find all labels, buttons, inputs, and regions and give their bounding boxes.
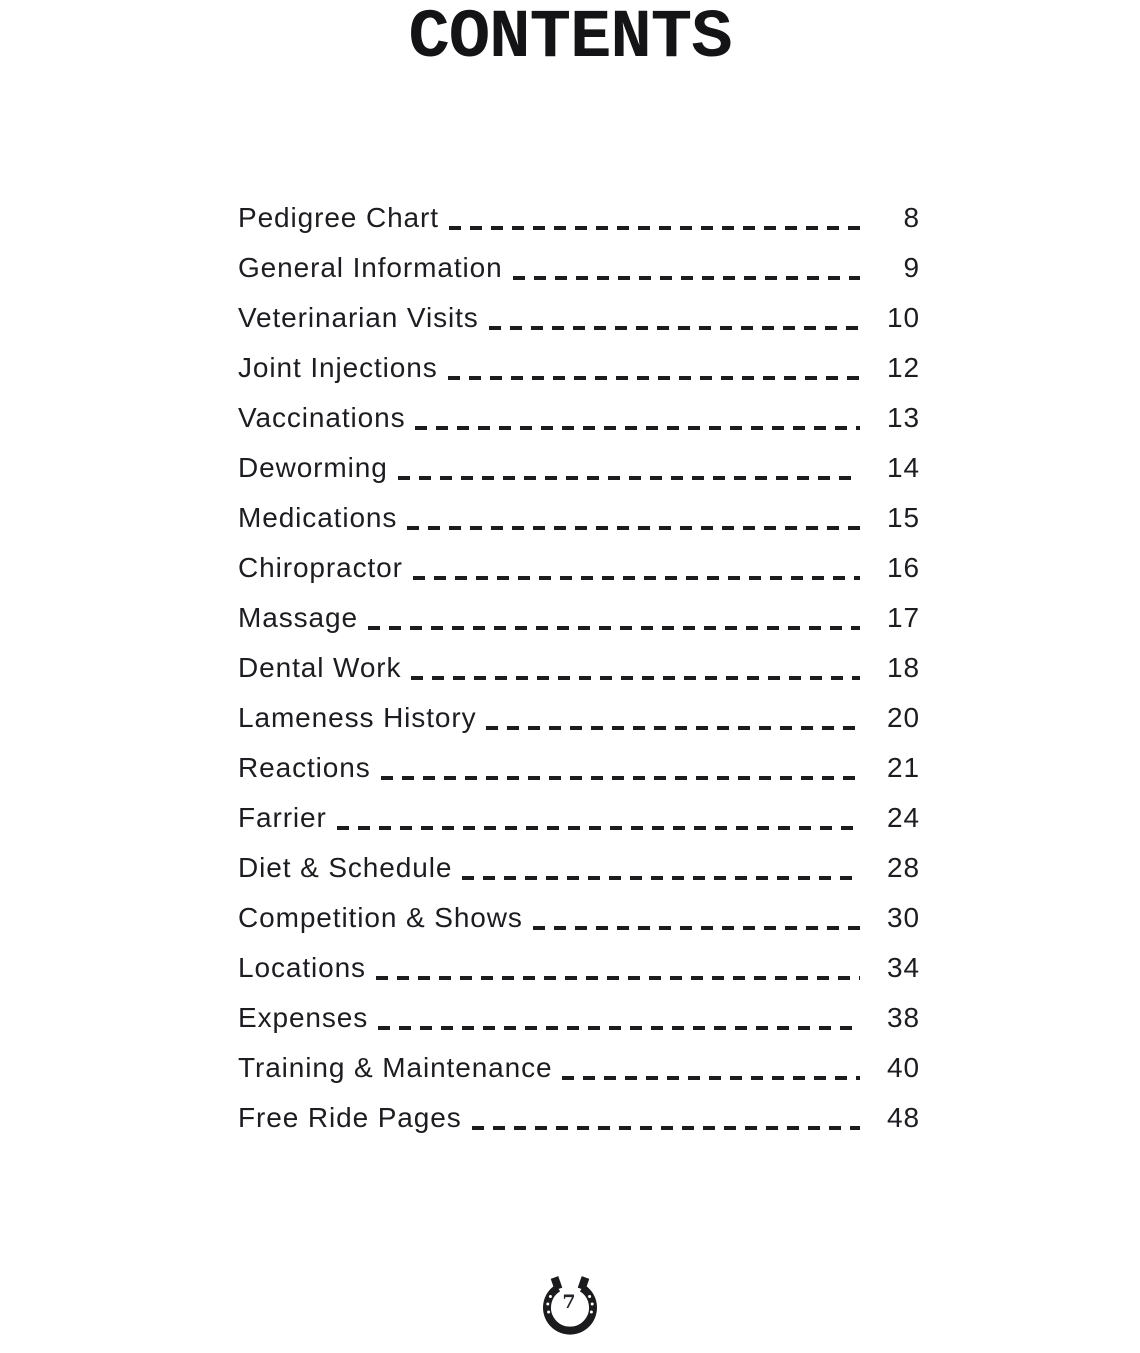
horseshoe-icon [539, 1270, 601, 1344]
toc-leader-dashes [381, 776, 860, 780]
toc-entry-page: 13 [887, 402, 920, 433]
toc-entry-page: 10 [887, 302, 920, 333]
toc-entry-label: Reactions [238, 752, 371, 783]
toc-row [238, 593, 920, 643]
toc-leader-dashes [378, 1026, 860, 1030]
toc-leader-dashes [448, 376, 860, 380]
toc-row [238, 643, 920, 693]
toc-entry-page: 48 [887, 1102, 920, 1133]
toc-leader-dashes [398, 476, 860, 480]
toc-entry-label: Competition & Shows [238, 902, 523, 933]
toc-leader-dashes [472, 1126, 860, 1130]
toc-entry-page: 28 [887, 852, 920, 883]
toc-row [238, 1093, 920, 1143]
toc-row [238, 993, 920, 1043]
toc-leader-dashes [413, 576, 860, 580]
toc-row [238, 193, 920, 243]
toc-row [238, 1043, 920, 1093]
footer-page-number: 7 [562, 1291, 576, 1313]
footer [0, 1270, 1140, 1344]
toc-entry-label: Pedigree Chart [238, 202, 439, 233]
toc-entry-label: Chiropractor [238, 552, 403, 583]
toc-leader-dashes [415, 426, 860, 430]
toc-entry-label: Vaccinations [238, 402, 406, 433]
toc-entry-label: Medications [238, 502, 398, 533]
toc-row [238, 293, 920, 343]
toc-entry-page: 17 [887, 602, 920, 633]
toc-entry-page: 16 [887, 552, 920, 583]
toc-entry-label: General Information [238, 252, 503, 283]
toc-row [238, 543, 920, 593]
toc-leader-dashes [337, 826, 860, 830]
toc-row [238, 343, 920, 393]
toc-row [238, 943, 920, 993]
toc-entry-page: 12 [887, 352, 920, 383]
toc-row [238, 743, 920, 793]
toc-leader-dashes [489, 326, 860, 330]
toc-leader-dashes [513, 276, 860, 280]
toc-entry-label: Diet & Schedule [238, 852, 453, 883]
toc-entry-label: Lameness History [238, 702, 477, 733]
toc-list [238, 193, 920, 1143]
toc-leader-dashes [368, 626, 860, 630]
toc-entry-page: 21 [887, 752, 920, 783]
toc-entry-label: Joint Injections [238, 352, 438, 383]
toc-entry-label: Free Ride Pages [238, 1102, 462, 1133]
toc-row [238, 493, 920, 543]
toc-entry-page: 38 [887, 1002, 920, 1033]
toc-entry-page: 34 [887, 952, 920, 983]
toc-entry-page: 15 [887, 502, 920, 533]
toc-leader-dashes [449, 226, 860, 230]
toc-entry-label: Deworming [238, 452, 388, 483]
toc-entry-page: 9 [903, 252, 920, 283]
toc-leader-dashes [486, 726, 860, 730]
toc-leader-dashes [533, 926, 860, 930]
toc-entry-label: Expenses [238, 1002, 369, 1033]
toc-entry-page: 30 [887, 902, 920, 933]
toc-leader-dashes [376, 976, 860, 980]
toc-leader-dashes [562, 1076, 860, 1080]
toc-row [238, 393, 920, 443]
toc-leader-dashes [411, 676, 860, 680]
toc-entry-label: Massage [238, 602, 358, 633]
toc-row [238, 793, 920, 843]
toc-row [238, 243, 920, 293]
toc-entry-label: Veterinarian Visits [238, 302, 479, 333]
toc-leader-dashes [407, 526, 860, 530]
page-title: CONTENTS [408, 0, 732, 77]
toc-row [238, 443, 920, 493]
toc-entry-label: Locations [238, 952, 366, 983]
toc-entry-page: 20 [887, 702, 920, 733]
toc-leader-dashes [462, 876, 860, 880]
toc-entry-label: Farrier [238, 802, 327, 833]
toc-entry-page: 14 [887, 452, 920, 483]
toc-row [238, 693, 920, 743]
toc-row [238, 893, 920, 943]
toc-entry-page: 40 [887, 1052, 920, 1083]
toc-entry-label: Training & Maintenance [238, 1052, 553, 1083]
toc-entry-page: 18 [887, 652, 920, 683]
toc-entry-page: 24 [887, 802, 920, 833]
toc-entry-page: 8 [903, 202, 920, 233]
toc-row [238, 843, 920, 893]
toc-entry-label: Dental Work [238, 652, 402, 683]
